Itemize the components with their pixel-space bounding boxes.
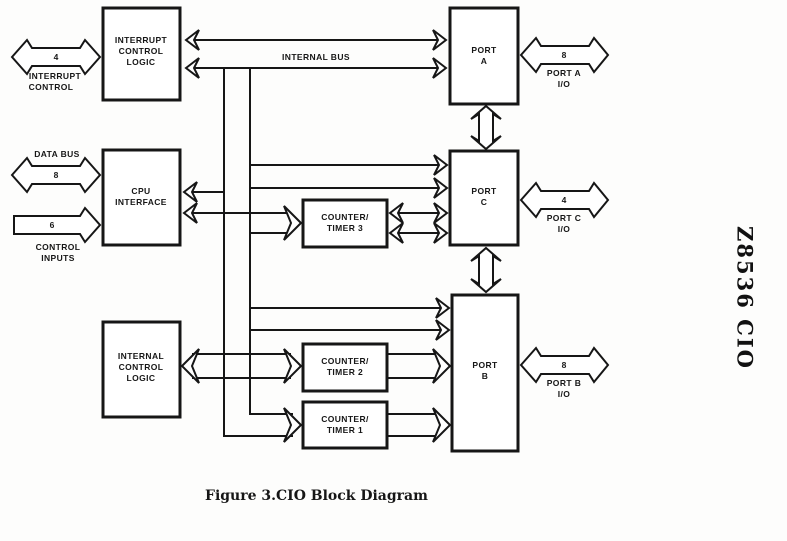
svg-text:CONTROL: CONTROL [35, 242, 81, 252]
svg-text:COUNTER/: COUNTER/ [321, 414, 369, 424]
data-bus-width: 8 [53, 170, 59, 180]
svg-text:I/O: I/O [557, 224, 571, 234]
box-cpu-interface [103, 150, 180, 245]
svg-text:PORT A: PORT A [546, 68, 582, 78]
svg-text:INPUTS: INPUTS [41, 253, 75, 263]
svg-text:LOGIC: LOGIC [126, 57, 156, 67]
svg-text:INTERRUPT: INTERRUPT [114, 35, 168, 45]
port-a-io-bus [521, 38, 608, 89]
svg-text:LOGIC: LOGIC [126, 373, 156, 383]
internal-bus-label: INTERNAL BUS [282, 52, 350, 62]
trunk-line-right [250, 68, 293, 414]
port-b-io-width: 8 [561, 360, 567, 370]
box-internal-control-logic [103, 322, 180, 417]
counter-timer-3-port-c-link [390, 203, 447, 243]
interrupt-control-width: 4 [53, 52, 59, 62]
svg-text:PORT: PORT [471, 45, 497, 55]
data-bus [12, 149, 100, 192]
counter-timer-2-port-b-link [387, 349, 450, 383]
port-c-io-bus [521, 183, 608, 234]
side-label-z8536-cio: Z8536 CIO [732, 226, 758, 370]
port-c-port-b-link-arrow [471, 248, 501, 292]
internal-control-logic-feed-arrowhead [182, 349, 199, 383]
svg-text:I/O: I/O [557, 389, 571, 399]
svg-text:C: C [480, 197, 488, 207]
svg-text:CONTROL: CONTROL [28, 82, 74, 92]
box-counter-timer-1 [303, 402, 387, 448]
svg-text:COUNTER/: COUNTER/ [321, 356, 369, 366]
control-inputs-arrow [14, 208, 100, 242]
box-port-b [452, 295, 518, 451]
box-port-a [450, 8, 518, 104]
interrupt-control-bus [12, 40, 100, 92]
svg-text:CONTROL: CONTROL [118, 46, 164, 56]
port-b-io-bus [521, 348, 608, 399]
svg-text:PORT B: PORT B [546, 378, 582, 388]
counter-timer-3-feed-arrowhead [284, 206, 301, 240]
counter-timer-2-feed-arrowhead [284, 349, 301, 383]
box-port-c [450, 151, 518, 245]
svg-text:CIO Block Diagram: CIO Block Diagram [276, 488, 428, 504]
svg-text:CPU: CPU [131, 186, 151, 196]
port-a-io-width: 8 [561, 50, 567, 60]
svg-text:TIMER 2: TIMER 2 [326, 367, 364, 377]
svg-text:Figure 3.: Figure 3. [205, 488, 276, 504]
trunk-line-left [224, 68, 293, 436]
svg-text:B: B [481, 371, 489, 381]
control-inputs-width: 6 [49, 220, 55, 230]
box-counter-timer-2 [303, 344, 387, 391]
figure-caption [205, 488, 428, 504]
svg-text:INTERRUPT: INTERRUPT [28, 71, 82, 81]
svg-text:DATA BUS: DATA BUS [34, 149, 80, 159]
svg-text:PORT C: PORT C [546, 213, 582, 223]
svg-text:INTERNAL: INTERNAL [117, 351, 165, 361]
port-c-io-width: 4 [561, 195, 567, 205]
counter-timer-1-port-b-link [387, 408, 450, 442]
svg-text:TIMER 1: TIMER 1 [326, 425, 364, 435]
svg-text:PORT: PORT [471, 186, 497, 196]
port-a-port-c-link-arrow [471, 106, 501, 149]
svg-text:A: A [480, 56, 488, 66]
svg-text:COUNTER/: COUNTER/ [321, 212, 369, 222]
svg-text:INTERFACE: INTERFACE [115, 197, 167, 207]
svg-text:I/O: I/O [557, 79, 571, 89]
box-interrupt-control-logic [103, 8, 180, 100]
box-counter-timer-3 [303, 200, 387, 247]
svg-text:TIMER 3: TIMER 3 [326, 223, 364, 233]
control-inputs-bus [14, 208, 100, 263]
svg-text:CONTROL: CONTROL [118, 362, 164, 372]
svg-text:PORT: PORT [472, 360, 498, 370]
